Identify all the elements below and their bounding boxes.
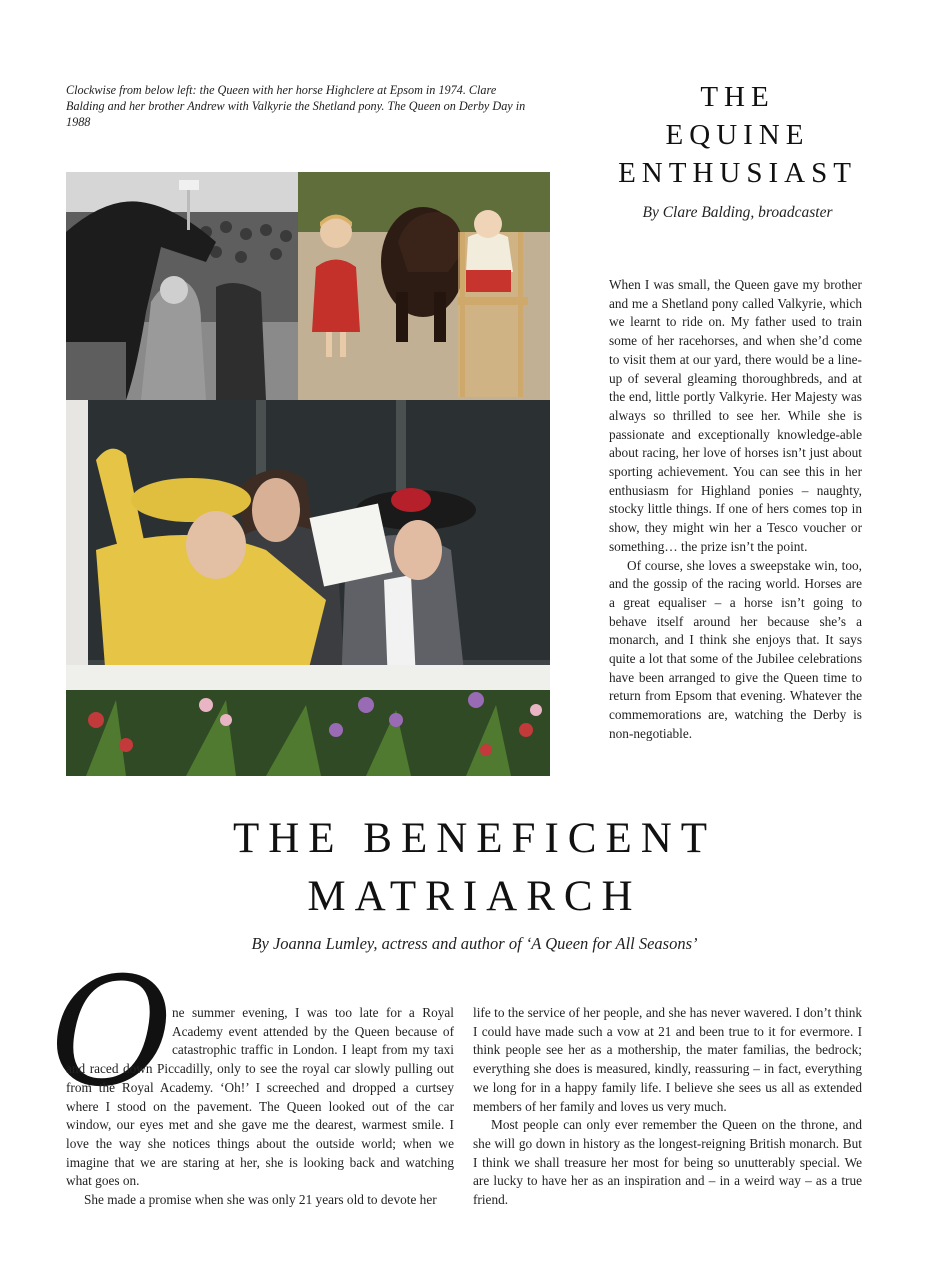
- body-paragraph: When I was small, the Queen gave my brother and me a Shetland pony called Valkyrie, which we learnt to ride on. My father used to train some of her racehorses, and when she’d come to visit them at our yard, there would be a line-up of several gleaming thoroughbreds, and at the end, little portly Valkyrie. Her Majesty was always so thrilled to see her. While she is passionate and exceptionally knowledge-able about racing, her love of horses isn’t just about sporting achievement. You can see this in her enthusiasm for Highland ponies – naughty, stocky little things. If one of hers comes top in show, they might win her a Tesco voucher or something… the prize isn’t the point.: [609, 277, 862, 554]
- photo-queen-derby-day: [66, 400, 550, 776]
- headline-line: THE BENEFICENT: [232, 815, 717, 862]
- headline-line: THE: [700, 81, 775, 113]
- article-byline-balding: By Clare Balding, broadcaster: [642, 204, 833, 221]
- photo-queen-highclere: [66, 172, 298, 400]
- headline-line: MATRIARCH: [307, 873, 642, 920]
- headline-line: ENTHUSIAST: [618, 157, 857, 189]
- article-body-matriarch-col1: [50, 946, 454, 1210]
- article-headline-equine: [610, 78, 865, 192]
- body-paragraph: She made a promise when she was only 21 years old to devote her: [84, 1192, 437, 1208]
- photo-caption: Clockwise from below left: the Queen with her horse Highclere at Epsom in 1974. Clare Balding and her brother Andrew with Valkyrie the Shetland pony. The Queen on Derby Day in 1988: [66, 83, 526, 129]
- body-paragraph: ne summer evening, I was too late for a Royal Academy event attended by the Queen because of catastrophic traffic in London. I leapt from my taxi and raced down Piccadilly, only to see the royal car slowly pulling out from the Royal Academy. ‘Oh!’ I screeched and dropped a curtsey where I stood on the pavement. The Queen looked out of the car window, our eyes met and she gave me the dearest, warmest smile. I love the way she notices things about the outside world; when we imagine that we are staring at her, she is looking back and watching what goes on.: [66, 1005, 454, 1189]
- photo-shetland-pony: [298, 172, 550, 400]
- body-paragraph: Of course, she loves a sweepstake win, too, and the gossip of the racing world. Horses are a great equaliser – a horse isn’t going to behave itself around her because she’s a monarch, and I think she enjoys that. It says quite a lot that some of the Jubilee celebrations have been arranged to give the Queen time to return from Epsom that evening. Whatever the commemorations are, watching the Derby is non-negotiable.: [609, 557, 862, 741]
- drop-cap: O: [50, 946, 173, 1120]
- body-paragraph: Most people can only ever remember the Queen on the throne, and she will go down in history as the longest-reigning British monarch. But I think we shall treasure her most for being so unutterably special. We are lucky to have her as an inspiration and – in a weird way – as a true friend.: [473, 1117, 862, 1208]
- article-headline-matriarch: [0, 810, 949, 926]
- headline-line: EQUINE: [665, 119, 810, 151]
- article-body-matriarch-col2: [473, 1004, 862, 1210]
- body-paragraph: life to the service of her people, and she has never wavered. I don’t think I could have made such a vow at 21 and been true to it for evermore. I think people see her as a mothership, the mater familias, the bedrock; everything she does is measured, kindly, reassuring – in fact, everything we long for in a happy family life. I believe she sees us all as extended members of her family and loves us very much.: [473, 1005, 862, 1114]
- article-byline-lumley: By Joanna Lumley, actress and author of ‘A Queen for All Seasons’: [251, 934, 698, 953]
- article-body-equine: [609, 276, 862, 744]
